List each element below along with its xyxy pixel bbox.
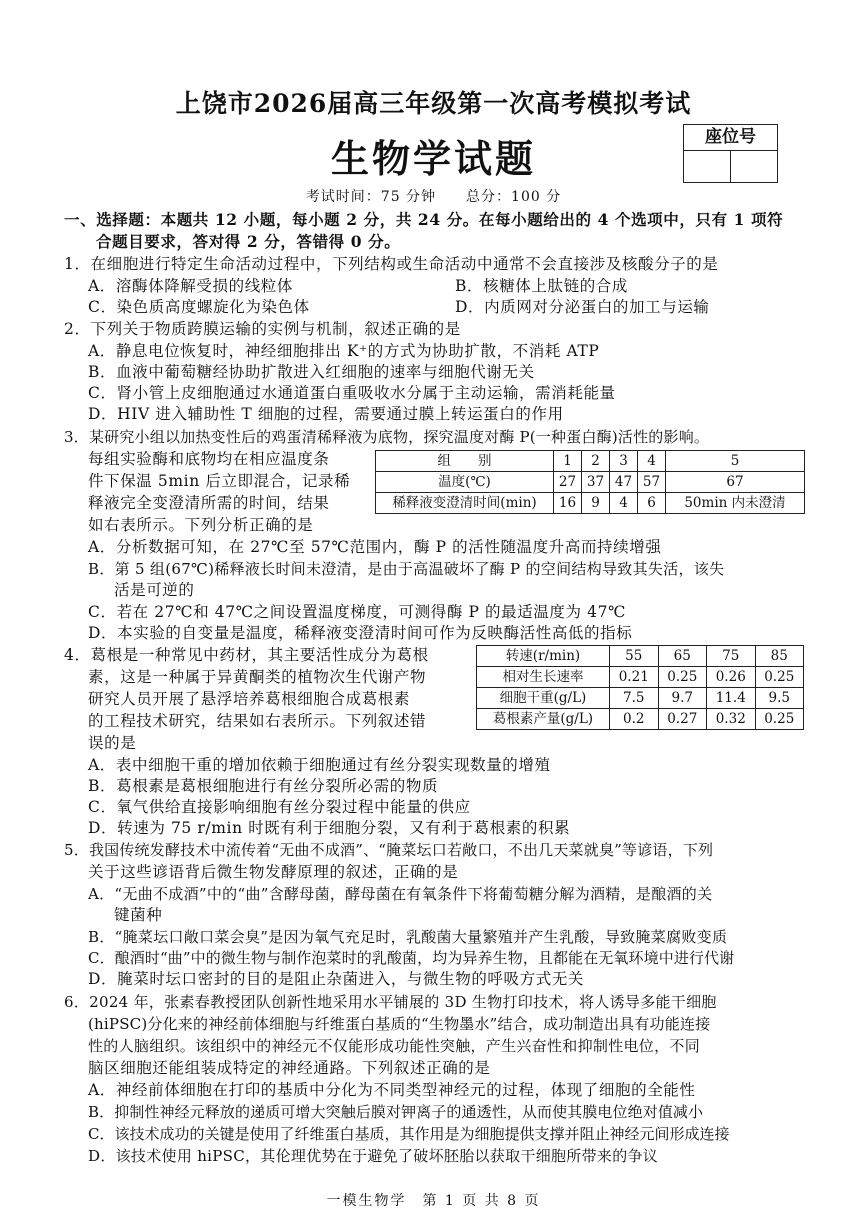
table-cell: 0.25 bbox=[755, 709, 804, 730]
table-cell: 1 bbox=[554, 451, 582, 472]
q3-stem-line2: 每组实验酶和底物均在相应温度条 bbox=[88, 450, 330, 468]
q1-stem: 1．在细胞进行特定生命活动过程中，下列结构或生命活动中通常不会直接涉及核酸分子的是 bbox=[64, 255, 719, 273]
q5-option-d: D．腌菜时坛口密封的目的是阻止杂菌进入，与微生物的呼吸方式无关 bbox=[88, 970, 585, 988]
q5-option-c: C．酿酒时“曲”中的微生物与制作泡菜时的乳酸菌，均为异养生物，且都能在无氧环境中进行代谢 bbox=[88, 949, 735, 967]
table-cell: 16 bbox=[554, 493, 582, 514]
q6-stem-line4: 脑区细胞还能组装成特定的神经通路。下列叙述正确的是 bbox=[88, 1059, 491, 1077]
table-cell: 57 bbox=[638, 472, 666, 493]
q2-option-b: B．血液中葡萄糖经协助扩散进入红细胞的速率与细胞代谢无关 bbox=[88, 363, 535, 381]
table-cell: 65 bbox=[658, 646, 707, 667]
q2-option-a: A．静息电位恢复时，神经细胞排出 K⁺的方式为协助扩散，不消耗 ATP bbox=[88, 342, 600, 360]
table-cell: 相对生长速率 bbox=[477, 667, 610, 688]
table-cell: 9.5 bbox=[755, 688, 804, 709]
q4-stem-line2: 素，这是一种属于异黄酮类的植物次生代谢产物 bbox=[88, 668, 427, 686]
table-cell: 转速(r/min) bbox=[477, 646, 610, 667]
q1-option-a: A．溶酶体降解受损的线粒体 bbox=[88, 277, 293, 295]
q5-option-a: A．“无曲不成酒”中的“曲”含酵母菌，酵母菌在有氧条件下将葡萄糖分解为酒精，是酿酒的关 bbox=[88, 885, 713, 903]
table-cell: 11.4 bbox=[707, 688, 756, 709]
q5-stem: 5．我国传统发酵技术中流传着“无曲不成酒”、“腌菜坛口若敞口，不出几天菜就臭”等谚语，下列 bbox=[64, 841, 714, 859]
table-cell: 9.7 bbox=[658, 688, 707, 709]
seat-number-cell-1[interactable] bbox=[684, 151, 730, 182]
table-row bbox=[477, 646, 804, 667]
section-instructions-cont: 合题目要求，答对得 2 分，答错得 0 分。 bbox=[96, 232, 401, 251]
q3-option-a: A．分析数据可知，在 27℃至 57℃范围内，酶 P 的活性随温度升高而持续增强 bbox=[88, 538, 662, 556]
table-cell: 37 bbox=[582, 472, 610, 493]
table-cell: 0.32 bbox=[707, 709, 756, 730]
table-cell: 3 bbox=[610, 451, 638, 472]
q4-option-a: A．表中细胞干重的增加依赖于细胞通过有丝分裂实现数量的增殖 bbox=[88, 756, 551, 774]
q6-stem-line2: (hiPSC)分化来的神经前体细胞与纤维蛋白基质的“生物墨水”结合，成功制造出具有功能连接 bbox=[88, 1015, 711, 1033]
table-cell: 0.21 bbox=[610, 667, 659, 688]
table-cell: 葛根素产量(g/L) bbox=[477, 709, 610, 730]
table-cell: 7.5 bbox=[610, 688, 659, 709]
table-cell: 9 bbox=[582, 493, 610, 514]
table-cell: 50min 内未澄清 bbox=[666, 493, 805, 514]
table-cell: 67 bbox=[666, 472, 805, 493]
q1-option-b: B．核糖体上肽链的合成 bbox=[455, 277, 628, 295]
q5-option-b: B．“腌菜坛口敞口菜会臭”是因为氧气充足时，乳酸菌大量繁殖并产生乳酸，导致腌菜腐败变质 bbox=[88, 928, 728, 946]
q6-stem: 6．2024 年，张素春教授团队创新性地采用水平铺展的 3D 生物打印技术，将人诱导多能干细胞 bbox=[64, 993, 717, 1011]
table-cell: 0.25 bbox=[755, 667, 804, 688]
q4-stem-line4: 的工程技术研究，结果如右表所示。下列叙述错 bbox=[88, 712, 427, 730]
table-cell: 85 bbox=[755, 646, 804, 667]
table-row bbox=[376, 451, 805, 472]
table-cell: 75 bbox=[707, 646, 756, 667]
table-cell: 0.2 bbox=[610, 709, 659, 730]
q3-option-c: C．若在 27℃和 47℃之间设置温度梯度，可测得酶 P 的最适温度为 47℃ bbox=[88, 603, 627, 621]
table-cell: 55 bbox=[610, 646, 659, 667]
seat-number-label: 座位号 bbox=[684, 125, 777, 151]
q6-option-b: B．抑制性神经元释放的递质可增大突触后膜对钾离子的通透性，从而使其膜电位绝对值减小 bbox=[88, 1103, 704, 1121]
q1-option-c: C．染色质高度螺旋化为染色体 bbox=[88, 298, 310, 316]
q2-option-c: C．肾小管上皮细胞通过水通道蛋白重吸收水分属于主动运输，需消耗能量 bbox=[88, 384, 616, 402]
seat-number-box bbox=[683, 124, 778, 183]
q6-option-c: C．该技术成功的关键是使用了纤维蛋白基质，其作用是为细胞提供支撑并阻止神经元间形成连接 bbox=[88, 1125, 730, 1143]
q1-option-d: D．内质网对分泌蛋白的加工与运输 bbox=[455, 298, 710, 316]
q6-option-a: A．神经前体细胞在打印的基质中分化为不同类型神经元的过程，体现了细胞的全能性 bbox=[88, 1081, 696, 1099]
q4-option-c: C．氧气供给直接影响细胞有丝分裂过程中能量的供应 bbox=[88, 798, 471, 816]
q3-option-b: B．第 5 组(67℃)稀释液长时间未澄清，是由于高温破坏了酶 P 的空间结构导致其失活，该失 bbox=[88, 560, 725, 578]
table-cell: 温度(℃) bbox=[376, 472, 554, 493]
exam-title: 上饶市2026届高三年级第一次高考模拟考试 bbox=[175, 89, 692, 118]
q3-option-d: D．本实验的自变量是温度，稀释液变澄清时间可作为反映酶活性高低的指标 bbox=[88, 624, 633, 642]
q2-option-d: D．HIV 进入辅助性 T 细胞的过程，需要通过膜上转运蛋白的作用 bbox=[88, 405, 564, 423]
table-cell: 6 bbox=[638, 493, 666, 514]
q3-stem-line5: 如右表所示。下列分析正确的是 bbox=[88, 516, 314, 534]
table-cell: 细胞干重(g/L) bbox=[477, 688, 610, 709]
table-row bbox=[376, 493, 805, 514]
seat-number-cell-2[interactable] bbox=[730, 151, 777, 182]
table-cell: 47 bbox=[610, 472, 638, 493]
exam-info: 考试时间：75 分钟 总分：100 分 bbox=[305, 189, 562, 205]
table-row bbox=[477, 709, 804, 730]
q6-option-d: D．该技术使用 hiPSC，其伦理优势在于避免了破坏胚胎以获取干细胞所带来的争议 bbox=[88, 1147, 659, 1165]
table-cell: 27 bbox=[554, 472, 582, 493]
q4-stem-line3: 研究人员开展了悬浮培养葛根细胞合成葛根素 bbox=[88, 690, 411, 708]
q4-option-d: D．转速为 75 r/min 时既有利于细胞分裂，又有利于葛根素的积累 bbox=[88, 819, 571, 837]
table-cell: 稀释液变澄清时间(min) bbox=[376, 493, 554, 514]
q4-stem-line5: 误的是 bbox=[88, 734, 137, 752]
q5-stem-line2: 关于这些谚语背后微生物发酵原理的叙述，正确的是 bbox=[88, 863, 459, 881]
table-row bbox=[477, 688, 804, 709]
q6-stem-line3: 性的人脑组织。该组织中的神经元不仅能形成功能性突触，产生兴奋性和抑制性电位，不同 bbox=[88, 1037, 701, 1055]
section-instructions: 一、选择题：本题共 12 小题，每小题 2 分，共 24 分。在每小题给出的 4 个选项中，只有 1 项符 bbox=[64, 210, 784, 229]
table-row bbox=[376, 472, 805, 493]
page-footer: 一模生物学 第 1 页 共 8 页 bbox=[326, 1193, 541, 1209]
table-cell: 2 bbox=[582, 451, 610, 472]
subject-title: 生物学试题 bbox=[330, 136, 536, 181]
q3-stem-line4: 释液完全变澄清所需的时间，结果 bbox=[88, 494, 330, 512]
table-cell: 4 bbox=[610, 493, 638, 514]
q2-stem: 2．下列关于物质跨膜运输的实例与机制，叙述正确的是 bbox=[64, 320, 461, 338]
table-cell: 4 bbox=[638, 451, 666, 472]
q3-option-b-cont: 活是可逆的 bbox=[114, 581, 195, 599]
table-cell: 0.25 bbox=[658, 667, 707, 688]
q3-stem-line3: 件下保温 5min 后立即混合，记录稀 bbox=[88, 472, 351, 490]
q4-option-b: B．葛根素是葛根细胞进行有丝分裂所必需的物质 bbox=[88, 777, 439, 795]
q5-option-a-cont: 键菌种 bbox=[114, 906, 163, 924]
table-row bbox=[477, 667, 804, 688]
q3-table bbox=[375, 450, 805, 514]
q4-stem: 4．葛根是一种常见中药材，其主要活性成分为葛根 bbox=[64, 646, 429, 664]
table-cell: 组 别 bbox=[376, 451, 554, 472]
table-cell: 0.27 bbox=[658, 709, 707, 730]
table-cell: 0.26 bbox=[707, 667, 756, 688]
q3-stem: 3．某研究小组以加热变性后的鸡蛋清稀释液为底物，探究温度对酶 P(一种蛋白酶)活性的影响。 bbox=[64, 428, 710, 446]
q4-table bbox=[476, 645, 804, 730]
table-cell: 5 bbox=[666, 451, 805, 472]
